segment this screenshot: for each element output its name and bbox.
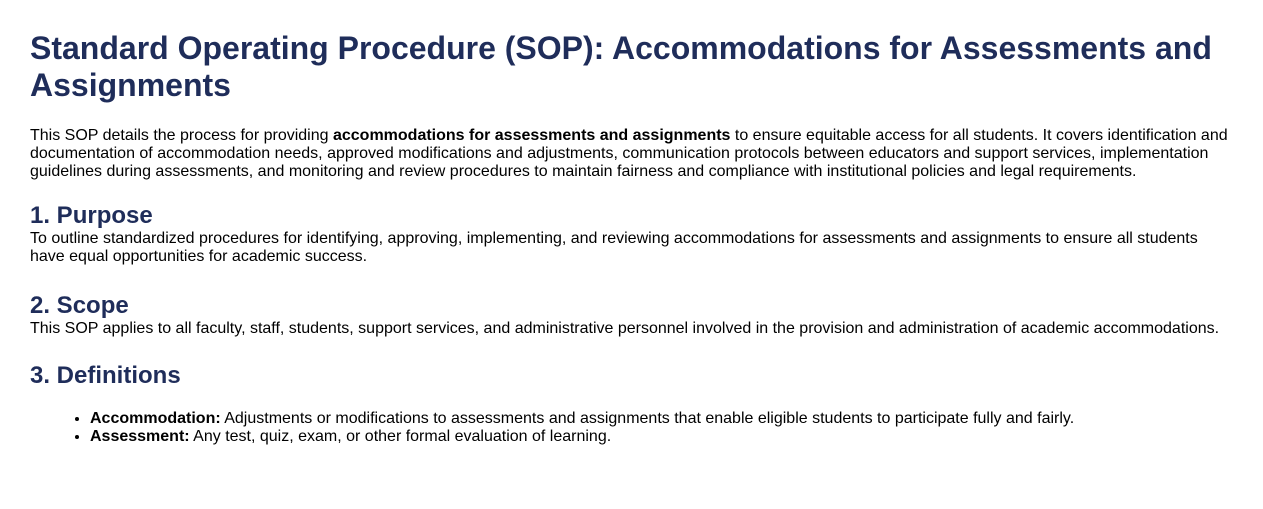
definition-text: Adjustments or modifications to assessments and assignments that enable eligible students to participate fully and fairly. (220, 410, 1075, 427)
purpose-text: To outline standardized procedures for identifying, approving, implementing, and reviewing accommodations for assessments and assignments to ensure all students have equal opportunities for academic success. (30, 230, 1198, 265)
definitions-heading: 3. Definitions (30, 362, 181, 389)
definition-item-assessment (90, 428, 1233, 446)
sop-document (0, 30, 1263, 446)
intro-text-start: This SOP details the process for providing (30, 127, 333, 144)
intro-text-end: to ensure equitable access for all students. It covers identification and documentation of accommodation needs, approved modifications and adjustments, communication protocols between educators and support services, implementation guidelines during assessments, and monitoring and review procedures to maintain fairness and compliance with institutional policies and legal requirements. (30, 127, 1228, 180)
page-title: Standard Operating Procedure (SOP): Accommodations for Assessments and Assignments (30, 30, 1212, 103)
definition-item-accommodation (90, 410, 1233, 428)
intro-emphasis: accommodations for assessments and assignments (332, 127, 731, 144)
definition-term: Assessment: (90, 428, 190, 445)
definition-term: Accommodation: (90, 410, 221, 427)
scope-text: This SOP applies to all faculty, staff, students, support services, and administrative personnel involved in the provision and administration of academic accommodations. (30, 320, 1220, 337)
definitions-list (30, 410, 1233, 446)
definition-text: Any test, quiz, exam, or other formal evaluation of learning. (189, 428, 612, 445)
intro-paragraph (30, 127, 1233, 181)
purpose-heading: 1. Purpose (30, 202, 153, 229)
scope-heading: 2. Scope (30, 292, 129, 319)
